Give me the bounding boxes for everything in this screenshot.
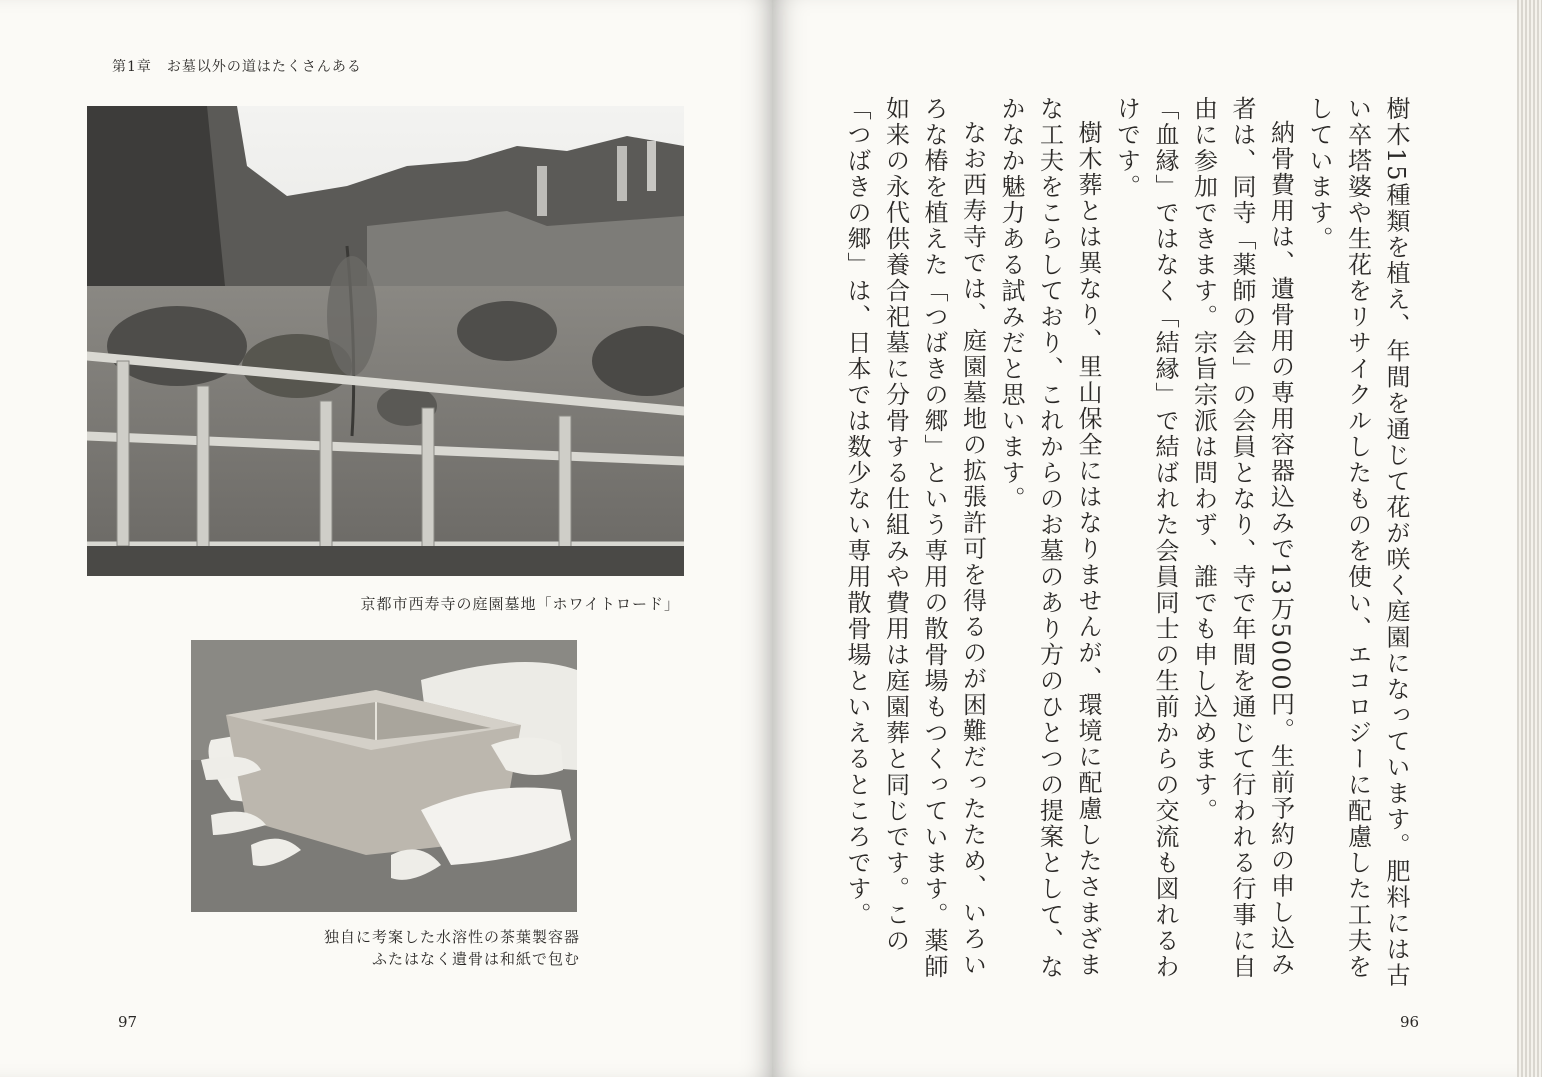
page-number-right: 96 (1400, 1013, 1420, 1031)
paragraph: 「血縁」ではなく「結縁」で結ばれた会員同士の生前からの交流も図れるわけです。 (1112, 96, 1179, 980)
body-text (843, 96, 1415, 996)
paragraph: 樹木葬とは異なり、里山保全にはなりませんが、環境に配慮したさまざまな工夫をこらしており、これからのお墓のあり方のひとつの提案として、なかなか魅力ある試みだと思います。 (997, 96, 1102, 980)
paragraph: 樹木15種類を植え、年間を通じて花が咲く庭園になっています。肥料には古い卒塔婆や生花をリサイクルしたものを使い、エコロジーに配慮した工夫をしています。 (1305, 96, 1410, 989)
paragraph: 納骨費用は、遺骨用の専用容器込みで13万5000円。生前予約の申し込み者は、同寺「薬師の会」の会員となり、寺で年間を通じて行われる行事に自由に参加できます。宗旨宗派は問わず、誰でも申し込めます。 (1189, 96, 1295, 980)
photo2-caption: 独自に考案した水溶性の茶葉製容器 ふたはなく遺骨は和紙で包む (323, 928, 580, 968)
photo1-caption: 京都市西寿寺の庭園墓地「ホワイトロード」 (360, 595, 680, 613)
garden-cemetery-photo (87, 106, 684, 576)
chapter-header: 第1章 お墓以外の道はたくさんある (112, 59, 362, 75)
paragraph: なお西寿寺では、庭園墓地の拡張許可を得るのが困難だったため、いろいろな椿を植えた「つばきの郷」という専用の散骨場もつくっています。薬師如来の永代供養合祀墓に分骨する仕組みや費用は庭園葬と同じです。この「つばきの郷」は、日本では数少ない専用散骨場といえるところです。 (843, 96, 987, 980)
tea-leaf-urn-photo (191, 640, 577, 912)
page-number-left: 97 (118, 1013, 138, 1031)
page-edges (1517, 0, 1542, 1077)
